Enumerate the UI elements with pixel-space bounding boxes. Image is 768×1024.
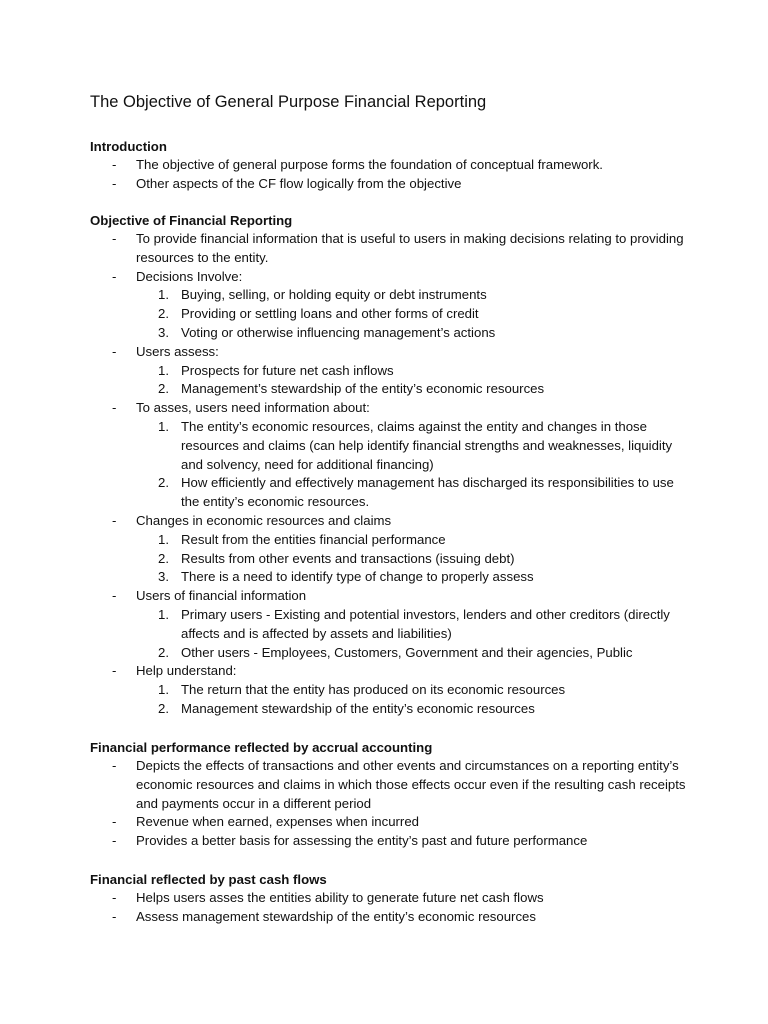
numbered-text: Other users - Employees, Customers, Government and their agencies, Public: [181, 644, 633, 660]
numbered-text: Primary users - Existing and potential investors, lenders and other creditors (directly affects and is affected by assets and liabilities): [181, 606, 670, 641]
dash-bullet-icon: -: [112, 814, 117, 830]
numbered-item: [90, 305, 690, 324]
bullet-item: [90, 889, 690, 908]
numbered-list: [136, 362, 690, 400]
dash-bullet-icon: -: [112, 512, 117, 528]
numbered-item: [90, 568, 690, 587]
dash-bullet-icon: -: [112, 268, 117, 284]
bullet-list: [90, 757, 690, 851]
numbered-item: [90, 644, 690, 663]
numbered-text: Buying, selling, or holding equity or debt instruments: [181, 287, 487, 303]
bullet-item: [90, 175, 690, 194]
numbered-item: [90, 324, 690, 343]
numbered-text: Results from other events and transactions (issuing debt): [181, 550, 515, 566]
item-number: 2.: [158, 306, 169, 322]
item-number: 2.: [158, 700, 169, 716]
numbered-list: [136, 681, 690, 719]
numbered-text: The entity’s economic resources, claims against the entity and changes in those resources and claims (can help identify financial strengths and weaknesses, liquidity and solvency, need for additional financing): [181, 418, 673, 472]
bullet-item: [90, 512, 690, 587]
numbered-item: [90, 700, 690, 719]
bullet-text: Decisions Involve:: [136, 268, 243, 284]
bullet-text: Depicts the effects of transactions and other events and circumstances on a reporting entity’s economic resources and claims in which those effects occur even if the resulting cash receipts and payments occur in a different period: [136, 758, 686, 811]
bullet-text: Assess management stewardship of the entity’s economic resources: [136, 908, 536, 924]
numbered-item: [90, 531, 690, 550]
item-number: 2.: [158, 381, 169, 397]
numbered-list: [136, 606, 690, 662]
section-heading: Financial performance reflected by accrual accounting: [90, 740, 433, 755]
numbered-item: [90, 362, 690, 381]
dash-bullet-icon: -: [112, 890, 117, 905]
numbered-item: [90, 286, 690, 305]
item-number: 3.: [158, 324, 169, 340]
numbered-text: How efficiently and effectively management has discharged its responsibilities to use the entity’s economic resources.: [181, 475, 674, 510]
section-heading: Financial reflected by past cash flows: [90, 872, 327, 887]
item-number: 2.: [158, 644, 169, 660]
numbered-text: Voting or otherwise influencing management’s actions: [181, 324, 496, 340]
item-number: 1.: [158, 287, 169, 303]
numbered-text: Prospects for future net cash inflows: [181, 362, 394, 378]
bullet-item: [90, 343, 690, 399]
dash-bullet-icon: -: [112, 343, 117, 359]
bullet-text: Users of financial information: [136, 588, 307, 604]
numbered-item: [90, 474, 690, 512]
item-number: 1.: [158, 531, 169, 547]
bullet-item: [90, 832, 690, 851]
numbered-text: Providing or settling loans and other forms of credit: [181, 306, 479, 322]
dash-bullet-icon: -: [112, 833, 117, 849]
item-number: 1.: [158, 606, 169, 622]
dash-bullet-icon: -: [112, 758, 117, 773]
numbered-text: There is a need to identify type of change to properly assess: [181, 569, 534, 585]
dash-bullet-icon: -: [112, 908, 117, 924]
numbered-item: [90, 681, 690, 700]
item-number: 2.: [158, 475, 169, 491]
item-number: 2.: [158, 550, 169, 566]
section-heading: Introduction: [90, 139, 167, 154]
bullet-item: [90, 268, 690, 343]
item-number: 1.: [158, 682, 169, 698]
bullet-text: Help understand:: [136, 663, 237, 679]
dash-bullet-icon: -: [112, 231, 117, 246]
bullet-item: [90, 757, 690, 813]
item-number: 1.: [158, 362, 169, 378]
bullet-text: Helps users asses the entities ability to generate future net cash flows: [136, 890, 544, 905]
bullet-item: [90, 908, 690, 927]
bullet-text: Provides a better basis for assessing the entity’s past and future performance: [136, 833, 588, 849]
bullet-item: [90, 662, 690, 718]
numbered-list: [136, 418, 690, 512]
numbered-list: [136, 531, 690, 587]
bullet-text: Users assess:: [136, 343, 219, 359]
section: [90, 137, 690, 194]
bullet-item: [90, 587, 690, 662]
section-heading: Objective of Financial Reporting: [90, 213, 293, 228]
bullet-text: Changes in economic resources and claims: [136, 512, 392, 528]
section: [90, 211, 690, 719]
numbered-text: Management’s stewardship of the entity’s economic resources: [181, 381, 545, 397]
numbered-text: Result from the entities financial performance: [181, 531, 446, 547]
numbered-item: [90, 606, 690, 644]
bullet-item: [90, 156, 690, 175]
dash-bullet-icon: -: [112, 400, 117, 416]
bullet-text: The objective of general purpose forms the foundation of conceptual framework.: [136, 157, 603, 172]
numbered-item: [90, 550, 690, 569]
numbered-text: The return that the entity has produced on its economic resources: [181, 682, 566, 698]
bullet-text: Other aspects of the CF flow logically from the objective: [136, 175, 462, 191]
bullet-text: To asses, users need information about:: [136, 400, 370, 416]
dash-bullet-icon: -: [112, 588, 117, 604]
numbered-text: Management stewardship of the entity’s economic resources: [181, 700, 535, 716]
section: [90, 738, 690, 851]
numbered-list: [136, 286, 690, 342]
bullet-text: Revenue when earned, expenses when incurred: [136, 814, 419, 830]
numbered-item: [90, 418, 690, 474]
item-number: 3.: [158, 569, 169, 585]
bullet-item: [90, 230, 690, 268]
section: [90, 870, 690, 927]
page-title: The Objective of General Purpose Financial Reporting: [90, 93, 487, 111]
bullet-list: [90, 889, 690, 927]
bullet-list: [90, 156, 690, 194]
dash-bullet-icon: -: [112, 175, 117, 191]
dash-bullet-icon: -: [112, 663, 117, 679]
numbered-item: [90, 380, 690, 399]
bullet-text: To provide financial information that is useful to users in making decisions relating to providing resources to the entity.: [136, 231, 684, 265]
item-number: 1.: [158, 418, 169, 434]
bullet-item: [90, 813, 690, 832]
bullet-item: [90, 399, 690, 512]
dash-bullet-icon: -: [112, 157, 117, 172]
bullet-list: [90, 230, 690, 719]
